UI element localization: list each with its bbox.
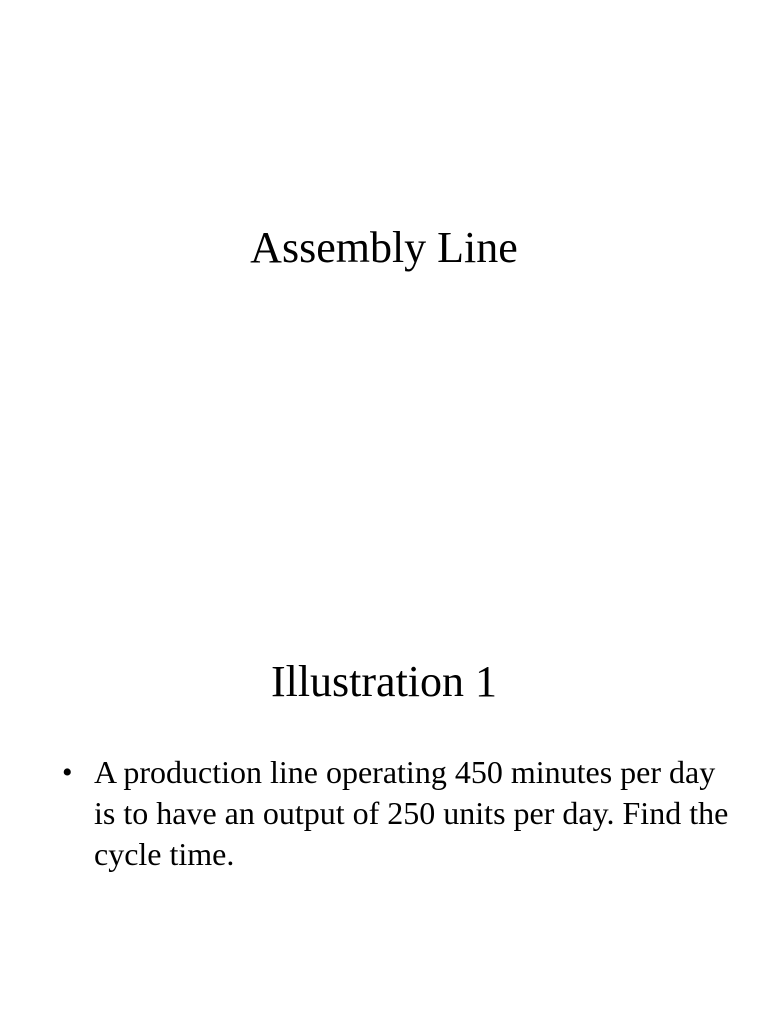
slide-title-assembly-line: Assembly Line [250, 223, 518, 272]
bullet-item [62, 752, 732, 875]
bullet-list [62, 752, 732, 875]
slide-title-illustration: Illustration 1 [270, 657, 498, 706]
bullet-text: A production line operating 450 minutes per day is to have an output of 250 units per day. Find the cycle time. [94, 754, 729, 872]
bullet-icon: • [62, 756, 73, 789]
